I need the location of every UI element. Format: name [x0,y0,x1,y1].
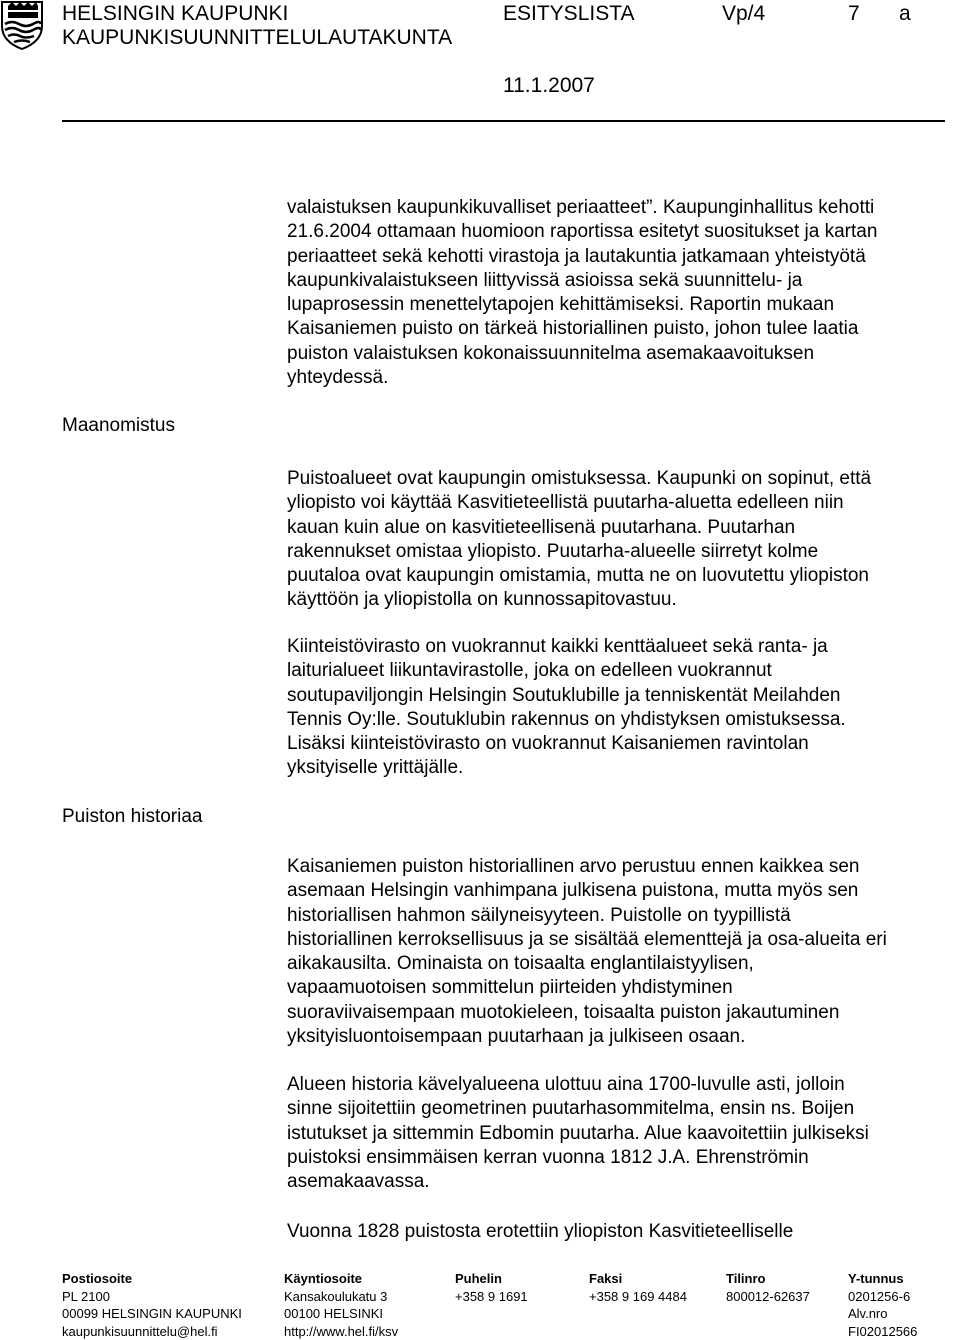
doc-type: ESITYSLISTA [503,2,635,26]
text-line: Kiinteistövirasto on vuokrannut kaikki kenttäalueet sekä ranta- ja [287,635,947,659]
paragraph-historiallinen-arvo [287,855,947,1049]
text-line: yksityiselle yrittäjälle. [287,756,947,780]
meeting-number: Vp/4 [722,2,765,26]
org-name: HELSINGIN KAUPUNKI [62,2,288,26]
paragraph-omistus [287,467,947,613]
meeting-date: 11.1.2007 [503,74,595,98]
text-line: sinne sijoitettiin geometrinen puutarhasommitelma, ensin ns. Boijen [287,1097,947,1121]
footer-value: 00099 HELSINGIN KAUPUNKI [62,1305,242,1323]
footer-label: Tilinro [726,1270,810,1288]
text-line: historiallinen kerroksellisuus ja se sisältää elementtejä ja osa-alueita eri [287,928,947,952]
text-line: puutaloa ovat kaupungin omistamia, mutta ne on luovutettu yliopiston [287,564,947,588]
text-line: Lisäksi kiinteistövirasto on vuokrannut Kaisaniemen ravintolan [287,732,947,756]
text-line: rakennukset omistaa yliopisto. Puutarha-alueelle siirretyt kolme [287,540,947,564]
footer-kayntiosoite [284,1270,398,1340]
footer-value: 00100 HELSINKI [284,1305,398,1323]
text-line: asemaan Helsingin vanhimpana julkisena puistona, mutta myös sen [287,879,947,903]
footer-puhelin [455,1270,528,1305]
footer-label: Postiosoite [62,1270,242,1288]
footer-website-link[interactable]: http://www.hel.fi/ksv [284,1323,398,1340]
text-line: Vuonna 1828 puistosta erotettiin yliopiston Kasvitieteelliselle [287,1220,947,1244]
text-line: historiallisen hahmon säilyneisyyteen. Puistolle on tyypillistä [287,904,947,928]
text-line: kaupunkivalaistukseen liittyvissä asioissa sekä suunnittelu- ja [287,269,947,293]
text-line: valaistuksen kaupunkikuvalliset periaatteet”. Kaupunginhallitus kehotti [287,196,947,220]
text-line: yksityisluontoisempaan puutarhaan ja julkiseen osaan. [287,1025,947,1049]
item-suffix: a [899,2,911,26]
text-line: Tennis Oy:lle. Soutuklubin rakennus on yhdistyksen omistuksessa. [287,708,947,732]
footer-value: 800012-62637 [726,1288,810,1306]
text-line: 21.6.2004 ottamaan huomioon raportissa esitetyt suositukset ja kartan [287,220,947,244]
footer-label: Käyntiosoite [284,1270,398,1288]
text-line: kauan kuin alue on kasvitieteellisenä puutarhana. Puutarhan [287,516,947,540]
org-committee: KAUPUNKISUUNNITTELULAUTAKUNTA [62,26,452,50]
text-line: vapaamuotoisen sommittelun piirteiden yhdistyminen [287,976,947,1000]
text-line: asemakaavassa. [287,1170,947,1194]
paragraph-kavelyalue [287,1073,947,1194]
footer-faksi [589,1270,687,1305]
text-line: lupaprosessin menettelytapojen kehittämiseksi. Raportin mukaan [287,293,947,317]
text-line: periaatteet sekä kehotti virastoja ja lautakuntia jatkamaan yhteistyötä [287,245,947,269]
paragraph-1828 [287,1220,947,1244]
text-line: Puistoalueet ovat kaupungin omistuksessa. Kaupunki on sopinut, että [287,467,947,491]
section-heading-puiston-historiaa: Puiston historiaa [62,806,202,828]
text-line: istutukset ja sittemmin Edbomin puutarha. Alue kaavoitettiin julkiseksi [287,1122,947,1146]
header-rule [62,120,945,122]
text-line: yhteydessä. [287,366,947,390]
footer-ytunnus [848,1270,917,1340]
text-line: käyttöön ja yliopistolla on kunnossapitovastuu. [287,588,947,612]
helsinki-crest-logo [0,0,44,50]
footer-tilinro [726,1270,810,1305]
text-line: laiturialueet liikuntavirastolle, joka on edelleen vuokrannut [287,659,947,683]
text-line: aikakausilta. Ominaista on toisaalta englantilaistyylisen, [287,952,947,976]
footer-label: Y-tunnus [848,1270,917,1288]
text-line: puiston valaistuksen kokonaissuunnitelma asemakaavoituksen [287,342,947,366]
text-line: puistoksi ensimmäisen kerran vuonna 1812 J.A. Ehrenströmin [287,1146,947,1170]
text-line: Kaisaniemen puiston historiallinen arvo perustuu ennen kaikkea sen [287,855,947,879]
footer-label: Faksi [589,1270,687,1288]
paragraph-valaistus [287,196,947,390]
footer-value: FI02012566 [848,1323,917,1340]
text-line: Kaisaniemen puisto on tärkeä historiallinen puisto, johon tulee laatia [287,317,947,341]
footer-value: +358 9 169 4484 [589,1288,687,1306]
footer-postiosoite [62,1270,242,1340]
text-line: soutupaviljongin Helsingin Soutuklubille ja tenniskentät Meilahden [287,684,947,708]
text-line: suoraviivaisempaan muotokieleen, toisaalta puiston jakautuminen [287,1001,947,1025]
footer-label: Puhelin [455,1270,528,1288]
footer-value: PL 2100 [62,1288,242,1306]
section-heading-maanomistus: Maanomistus [62,415,175,437]
footer-value: Kansakoulukatu 3 [284,1288,398,1306]
paragraph-vuokraus [287,635,947,781]
footer-value: 0201256-6 [848,1288,917,1306]
text-line: yliopisto voi käyttää Kasvitieteellistä puutarha-aluetta edelleen niin [287,491,947,515]
footer-value: +358 9 1691 [455,1288,528,1306]
footer-email-link[interactable]: kaupunkisuunnittelu@hel.fi [62,1323,242,1340]
text-line: Alueen historia kävelyalueena ulottuu aina 1700-luvulle asti, jolloin [287,1073,947,1097]
item-number: 7 [848,2,860,26]
footer-value: Alv.nro [848,1305,917,1323]
